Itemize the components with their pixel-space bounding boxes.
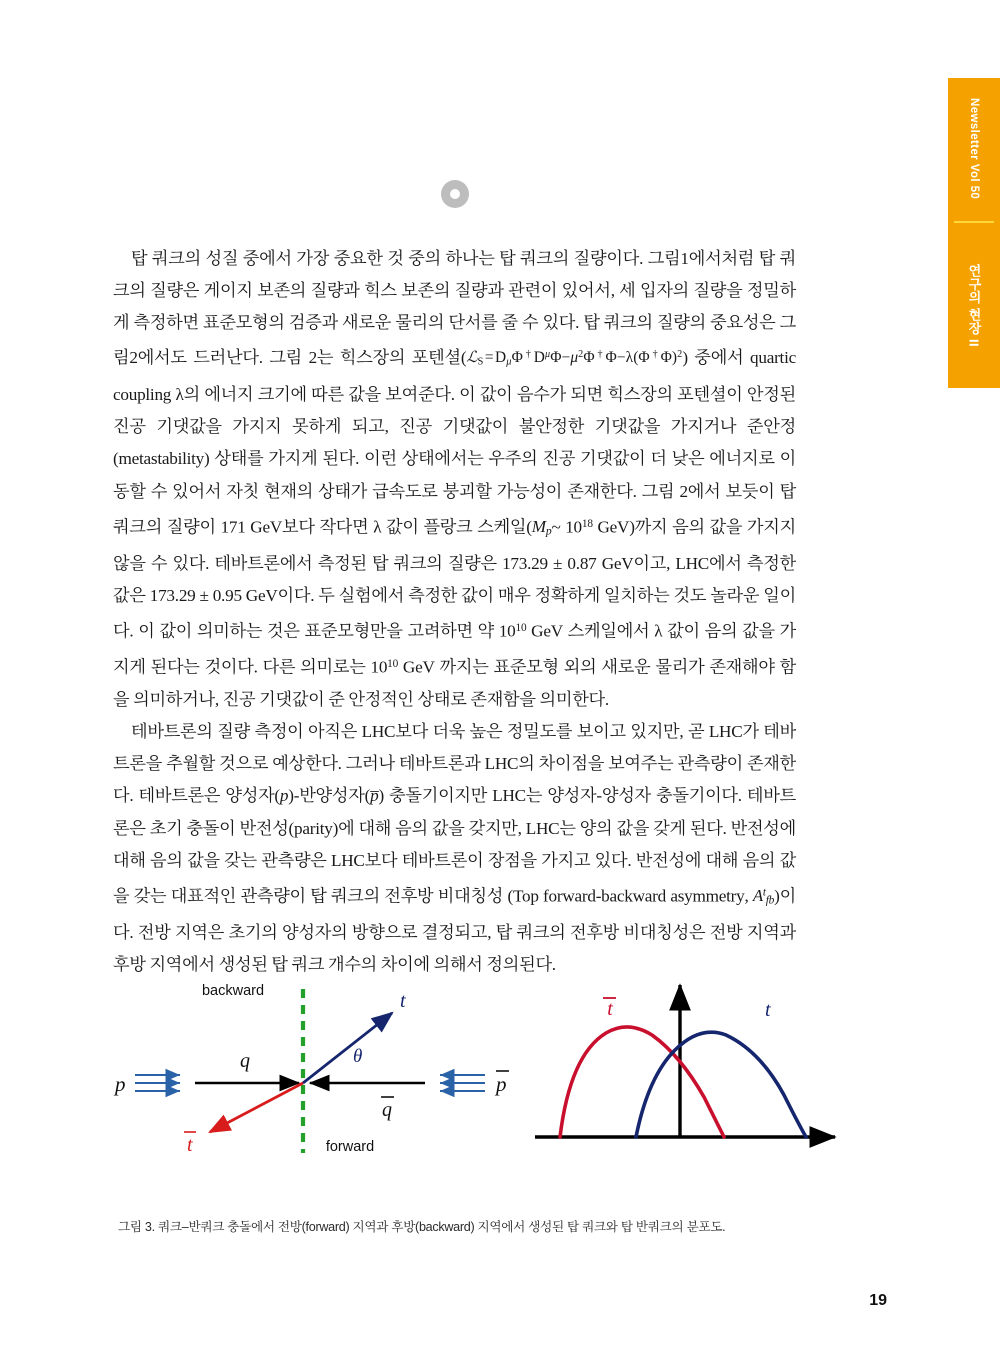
ring-ornament-icon bbox=[441, 180, 469, 208]
collision-scattering-diagram bbox=[113, 983, 509, 1156]
antitop-quark-arrow bbox=[210, 1083, 303, 1132]
higgs-lagrangian-formula: ℒ$_S$ = $D_\mu\Phi^\dagger D^\mu\Phi-\mu^2\Phi^\dagger\Phi-\lambda(\Phi^\dagger\Phi)^2$ bbox=[466, 349, 683, 368]
side-tab-volume-label: Newsletter Vol 50 bbox=[968, 98, 980, 200]
antitop-distribution-curve bbox=[560, 1027, 724, 1137]
side-tab-series-label: 연구의 현장 II bbox=[966, 264, 982, 348]
svg-text:t: t bbox=[607, 998, 613, 1020]
label-theta: θ bbox=[353, 1046, 363, 1067]
page-number: 19 bbox=[869, 1292, 887, 1309]
article-body bbox=[113, 243, 796, 981]
side-tab-divider bbox=[954, 221, 994, 223]
label-forward: forward bbox=[325, 1139, 375, 1155]
label-quark: q bbox=[240, 1050, 250, 1072]
label-antitop bbox=[184, 1132, 196, 1156]
top-distribution-curve bbox=[636, 1032, 806, 1137]
side-tab-volume-section bbox=[948, 78, 1000, 220]
svg-text:q: q bbox=[382, 1099, 392, 1121]
side-tab bbox=[948, 78, 1000, 388]
plot-label-top: t bbox=[765, 999, 771, 1021]
svg-text:p: p bbox=[496, 1072, 507, 1096]
top-quark-arrow bbox=[303, 1013, 392, 1083]
proton-beam-arrows bbox=[135, 1075, 180, 1091]
paragraph-1: 탑 쿼크의 성질 중에서 가장 중요한 것 중의 하나는 탑 쿼크의 질량이다. 그림1에서처럼 탑 쿼크의 질량은 게이지 보존의 질량과 힉스 보존의 질량과 관련이 있어서, 세 입자의 질량을 정밀하게 측정하면 표준모형의 검증과 새로운 물리의 단서를 줄 수 있다. 탑 쿼크의 질량의 중요성은 그림2에서도 드러난다. 그림 2는 힉스장의 포텐셜(ℒ$_S$ = $D_\mu\Phi^\dagger D^\mu\Phi-\mu^2\Phi^\dagger\Phi-\lambda(\Phi^\dagger\Phi)^2$) 중에서 quartic coupling λ의 에너지 크기에 따른 값을 보여준다. 이 값이 음수가 되면 힉스장의 포텐셜이 안정된 진공 기댓값을 가지지 못하게 되고, 진공 기댓값이 불안정한 기댓값을 가지거나 준안정(metastability) 상태를 가지게 된다. 이런 상태에서는 우주의 진공 기댓값이 더 낮은 에너지로 이동할 수 있어서 자칫 현재의 상태가 급속도로 붕괴할 가능성이 존재한다. 그림 2에서 보듯이 탑 쿼크의 질량이 171 GeV보다 작다면 λ 값이 플랑크 스케일($M_p\sim$ $10^{18}$ GeV)까지 음의 값을 가지지 않을 수 있다. 테바트론에서 측정된 탑 쿼크의 질량은 173.29 ± 0.87 GeV이고, LHC에서 측정한 값은 173.29 ± 0.95 GeV이다. 두 실험에서 측정한 값이 매우 정확하게 일치하는 것도 놀라운 일이다. 이 값이 의미하는 것은 표준모형만을 고려하면 약 $10^{10}$ GeV 스케일에서 λ 값이 음의 값을 가지게 된다는 것이다. 다른 의미로는 $10^{10}$ GeV 까지는 표준모형 외의 새로운 물리가 존재해야 함을 의미하거나, 진공 기댓값이 준 안정적인 상태로 존재함을 의미한다. bbox=[113, 249, 796, 709]
svg-text:t: t bbox=[187, 1134, 193, 1156]
label-proton: p bbox=[115, 1072, 126, 1096]
top-antitop-distribution-plot bbox=[535, 985, 835, 1137]
antiproton-beam-arrows bbox=[440, 1075, 485, 1091]
plot-label-antitop bbox=[603, 998, 616, 1020]
paragraph-2: 테바트론의 질량 측정이 아직은 LHC보다 더욱 높은 정밀도를 보이고 있지만, 곧 LHC가 테바트론을 추월할 것으로 예상한다. 그러나 테바트론과 LHC의 차이점을 보여주는 관측량이 존재한다. 테바트론은 양성자(p)-반양성자(p̅) 충돌기이지만 LHC는 양성자-양성자 충돌기이다. 테바트론은 초기 충돌이 반전성(parity)에 대해 음의 값을 갖지만, LHC는 양의 값을 갖게 된다. 반전성에 대해 음의 값을 갖는 관측량은 LHC보다 테바트론이 장점을 가지고 있다. 반전성에 대해 음의 값을 갖는 대표적인 관측량이 탑 쿼크의 전후방 비대칭성 (Top forward-backward asymmetry, $A^t_{fb}$)이다. 전방 지역은 초기의 양성자의 방향으로 결정되고, 탑 쿼크의 전후방 비대칭성은 전방 지역과 후방 지역에서 생성된 탑 쿼크 개수의 차이에 의해서 정의된다. bbox=[113, 721, 797, 975]
label-antiquark bbox=[381, 1097, 394, 1121]
figure-3 bbox=[100, 955, 845, 1170]
label-antiproton bbox=[494, 1071, 509, 1096]
label-backward: backward bbox=[201, 983, 265, 999]
asymmetry-symbol: $A^t_{fb}$ bbox=[752, 886, 775, 907]
side-tab-series-section bbox=[948, 224, 1000, 388]
label-top: t bbox=[400, 990, 406, 1012]
figure-3-caption: 그림 3. 쿼크–반쿼크 충돌에서 전방(forward) 지역과 후방(backward) 지역에서 생성된 탑 쿼크와 탑 반쿼크의 분포도. bbox=[118, 1220, 726, 1234]
